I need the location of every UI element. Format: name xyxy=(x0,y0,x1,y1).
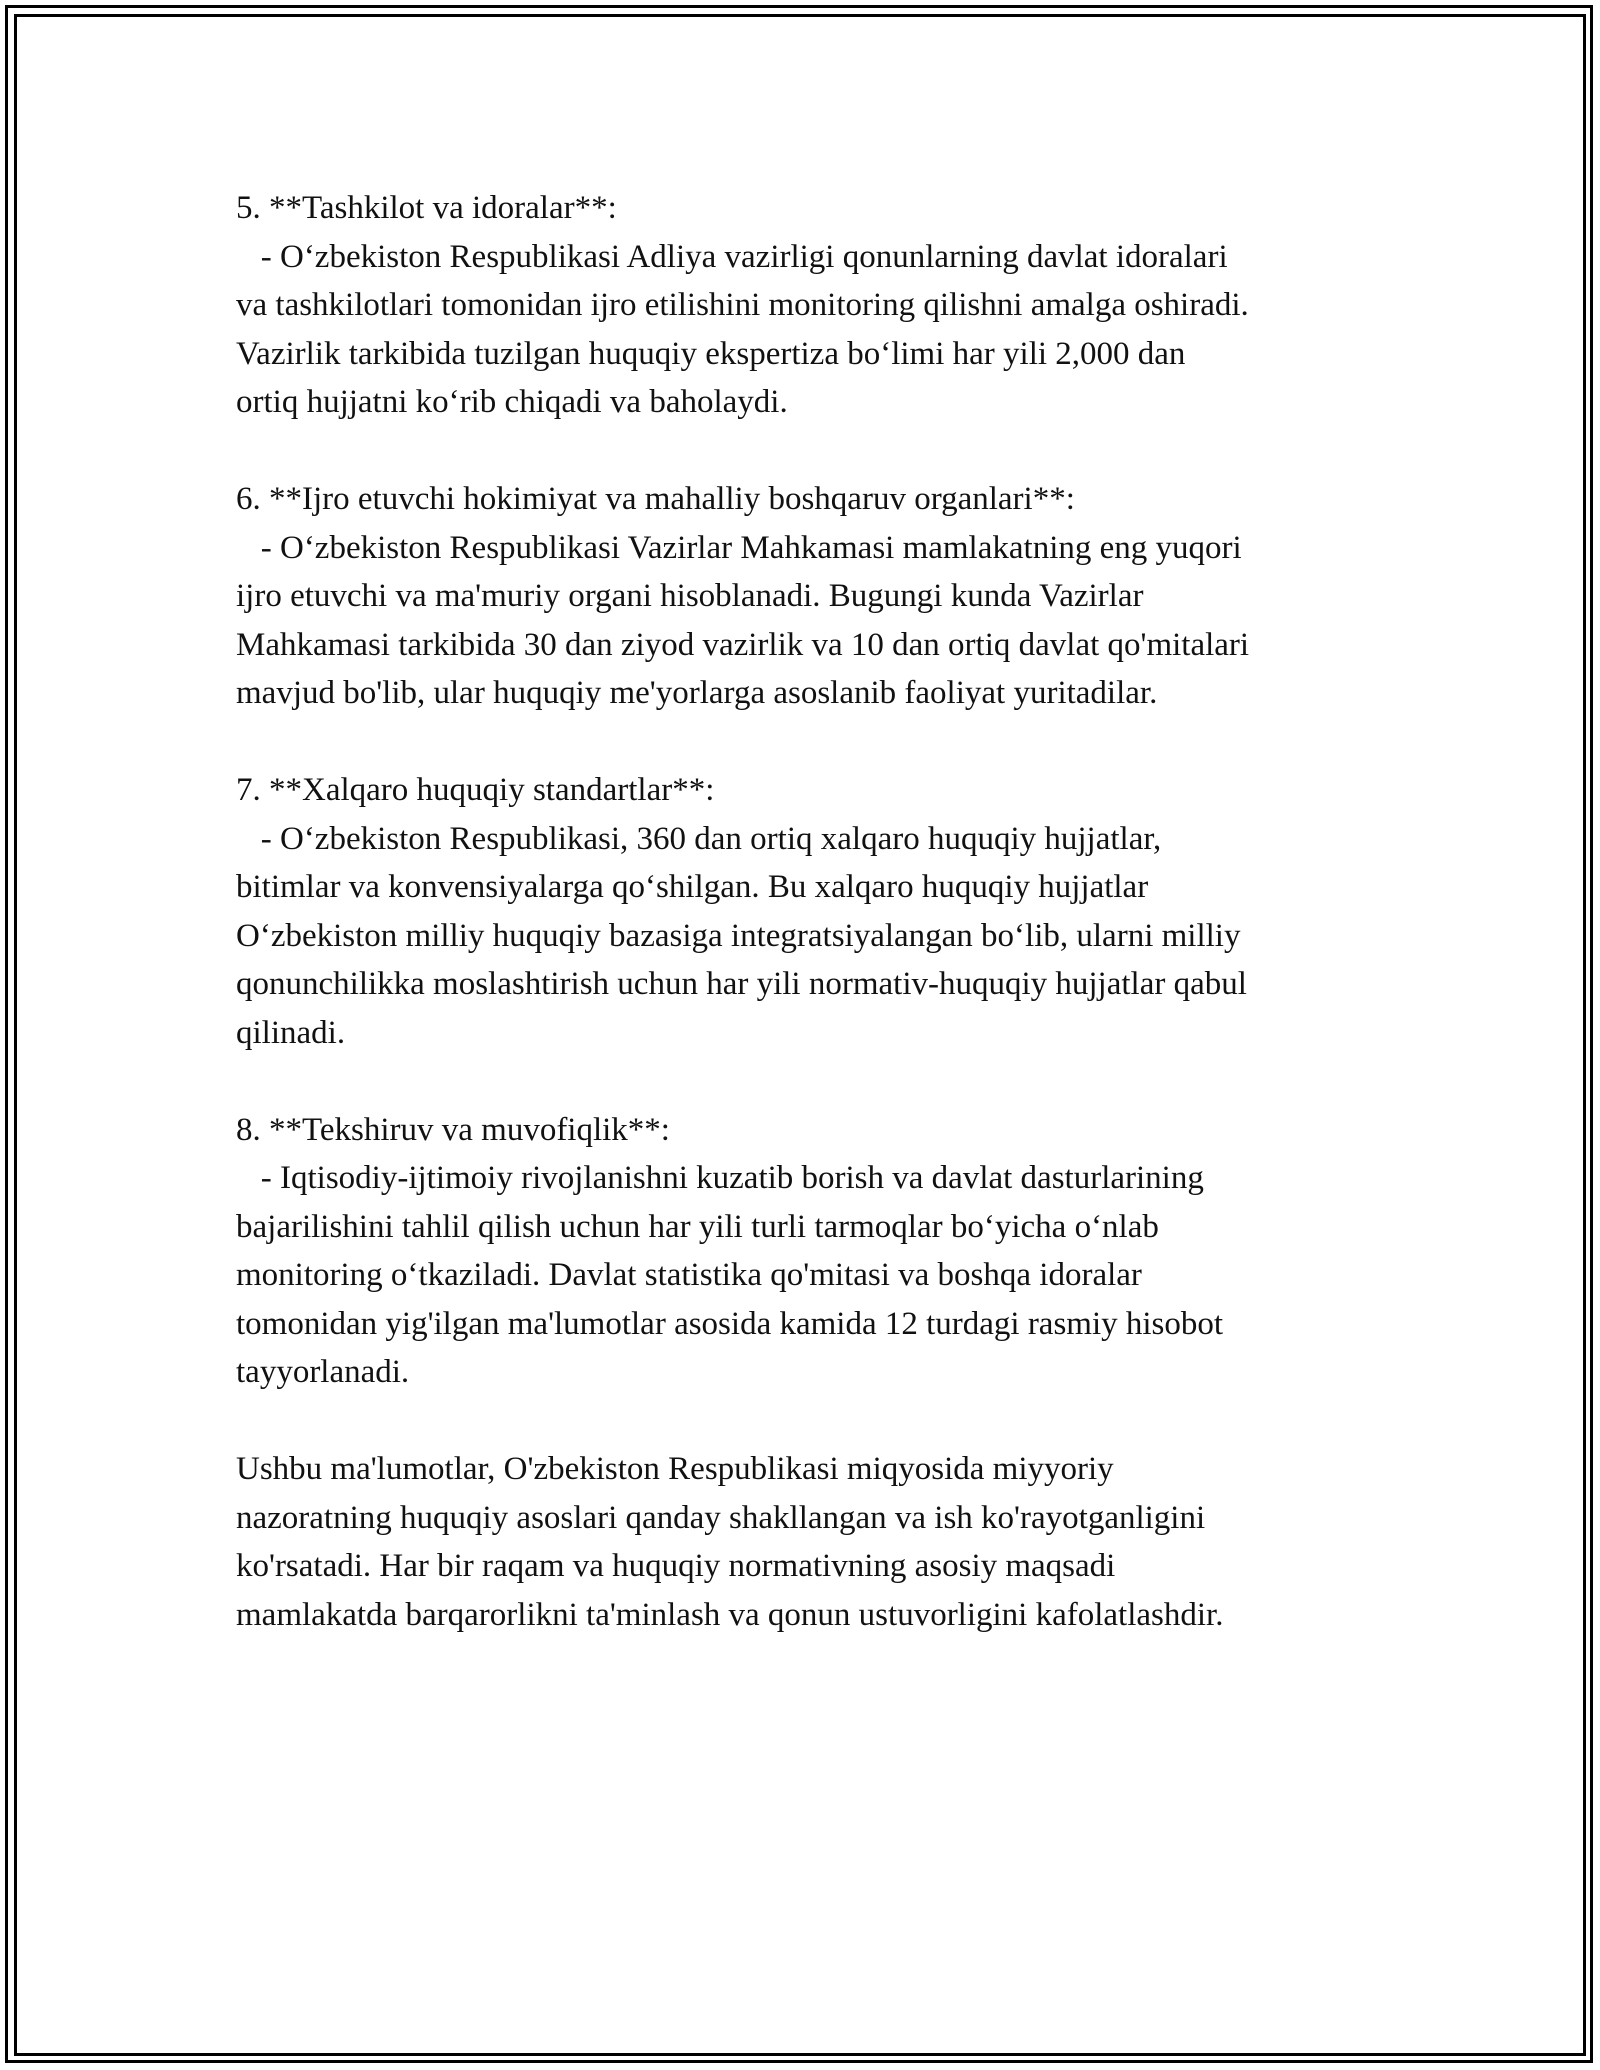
section-line: qonunchilikka moslashtirish uchun har yili normativ-huquqiy hujjatlar qabul xyxy=(236,966,1247,1002)
section-5 xyxy=(236,184,1396,427)
section-line: mavjud bo'lib, ular huquqiy me'yorlarga asoslanib faoliyat yuritadilar. xyxy=(236,675,1158,711)
section-line: O‘zbekiston milliy huquqiy bazasiga integratsiyalangan bo‘lib, ularni milliy xyxy=(236,917,1241,954)
section-line: bajarilishini tahlil qilish uchun har yili turli tarmoqlar bo‘yicha o‘nlab xyxy=(236,1208,1159,1245)
closing-paragraph xyxy=(236,1445,1396,1639)
section-heading: 8. **Tekshiruv va muvofiqlik**: xyxy=(236,1111,670,1148)
section-line: - O‘zbekiston Respublikasi, 360 dan ortiq xalqaro huquqiy hujjatlar, xyxy=(236,820,1162,857)
closing-line: mamlakatda barqarorlikni ta'minlash va qonun ustuvorligini kafolatlashdir. xyxy=(236,1596,1224,1633)
section-heading: 6. **Ijro etuvchi hokimiyat va mahalliy boshqaruv organlari**: xyxy=(236,481,1075,517)
section-line: tomonidan yig'ilgan ma'lumotlar asosida kamida 12 turdagi rasmiy hisobot xyxy=(236,1305,1224,1342)
section-line: tayyorlanadi. xyxy=(236,1354,410,1390)
section-line: qilinadi. xyxy=(236,1014,346,1051)
section-heading: 5. **Tashkilot va idoralar**: xyxy=(236,190,617,226)
section-7 xyxy=(236,766,1396,1057)
section-line: ijro etuvchi va ma'muriy organi hisoblanadi. Bugungi kunda Vazirlar xyxy=(236,578,1144,614)
document-body xyxy=(236,184,1396,1688)
section-line: - O‘zbekiston Respublikasi Vazirlar Mahkamasi mamlakatning eng yuqori xyxy=(236,529,1242,566)
section-heading: 7. **Xalqaro huquqiy standartlar**: xyxy=(236,772,715,808)
section-line: - Iqtisodiy-ijtimoiy rivojlanishni kuzatib borish va davlat dasturlarining xyxy=(236,1160,1204,1196)
section-6 xyxy=(236,475,1396,718)
section-line: bitimlar va konvensiyalarga qo‘shilgan. Bu xalqaro huquqiy hujjatlar xyxy=(236,869,1149,905)
section-line: monitoring o‘tkaziladi. Davlat statistika qo'mitasi va boshqa idoralar xyxy=(236,1257,1142,1293)
section-line: va tashkilotlari tomonidan ijro etilishini monitoring qilishni amalga oshiradi. xyxy=(236,287,1249,323)
section-line: ortiq hujjatni ko‘rib chiqadi va baholaydi. xyxy=(236,384,788,420)
section-line: Mahkamasi tarkibida 30 dan ziyod vazirlik va 10 dan ortiq davlat qo'mitalari xyxy=(236,626,1250,663)
closing-line: nazoratning huquqiy asoslari qanday shakllangan va ish ko'rayotganligini xyxy=(236,1499,1206,1536)
closing-line: ko'rsatadi. Har bir raqam va huquqiy normativning asosiy maqsadi xyxy=(236,1548,1116,1584)
section-line: - O‘zbekiston Respublikasi Adliya vazirligi qonunlarning davlat idoralari xyxy=(236,238,1228,275)
section-line: Vazirlik tarkibida tuzilgan huquqiy ekspertiza bo‘limi har yili 2,000 dan xyxy=(236,335,1186,372)
closing-line: Ushbu ma'lumotlar, O'zbekiston Respublikasi miqyosida miyyoriy xyxy=(236,1451,1114,1487)
section-8 xyxy=(236,1106,1396,1397)
